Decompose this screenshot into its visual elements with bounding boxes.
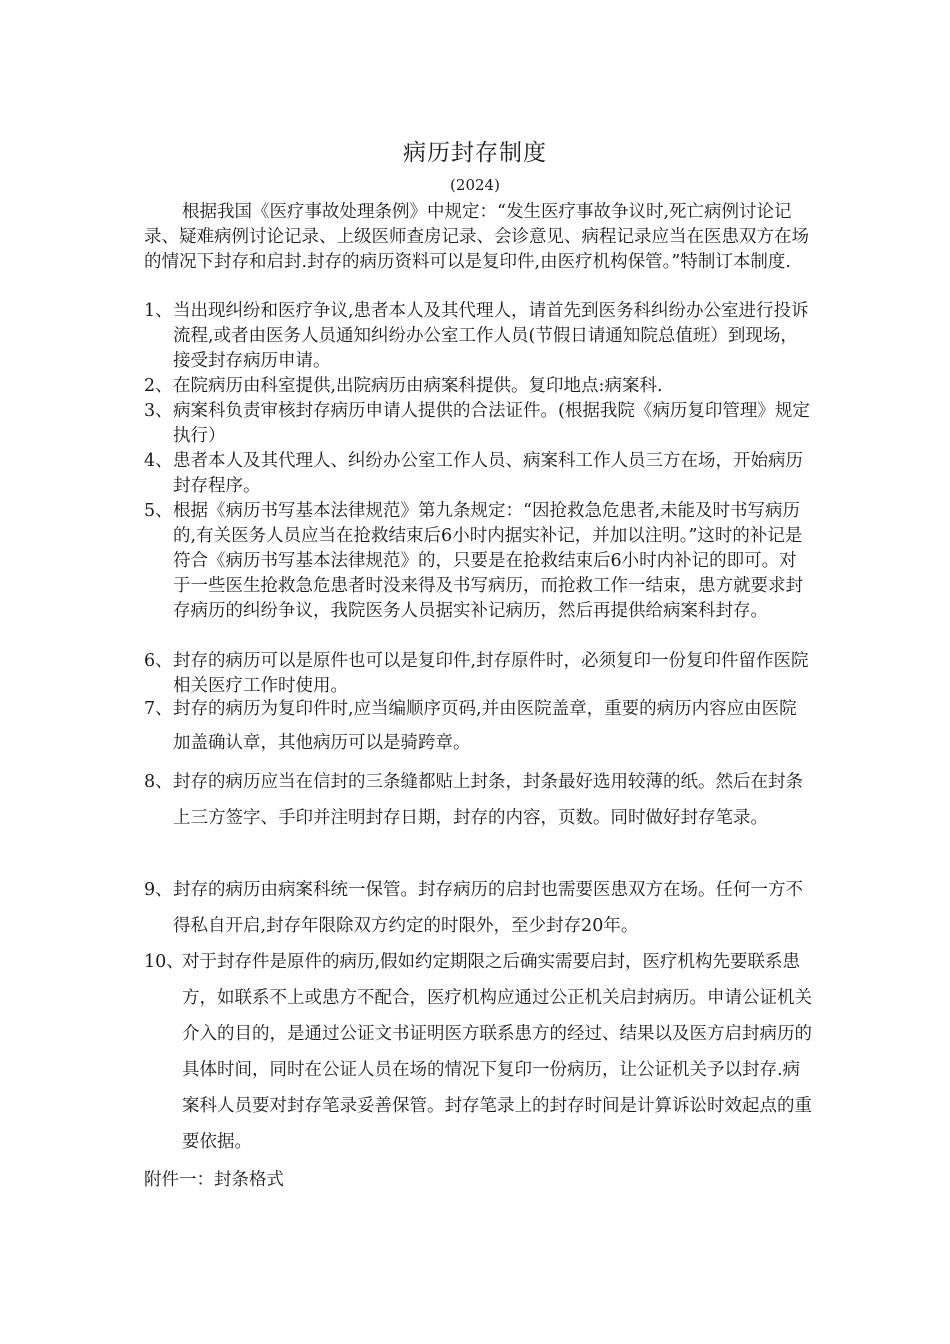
attachment-label: 附件一：封条格式 <box>144 1170 284 1190</box>
list-item-3 <box>144 399 814 449</box>
list-item-number: 7、 <box>144 699 173 719</box>
list-item-number: 3、 <box>144 401 173 421</box>
list-item-text: 封存的病历可以是原件也可以是复印件,封存原件时，必须复印一份复印件留作医院相关医疗工作时使用。 <box>173 651 809 696</box>
list-item-4 <box>144 449 814 499</box>
list-item-9 <box>144 872 814 944</box>
list-item-number: 6、 <box>144 651 173 671</box>
list-item-text: 根据《病历书写基本法律规范》第九条规定：“因抢救急危患者,未能及时书写病历的,有关医务人员应当在抢救结束后6小时内据实补记，并加以注明。”这时的补记是符合《病历书写基本法律规范》的，只要是在抢救结束后6小时内补记的即可。对于一些医生抢救急危患者时没来得及书写病历，而抢救工作一结束，患方就要求封存病历的纠纷争议，我院医务人员据实补记病历，然后再提供给病案科封存。 <box>173 501 803 621</box>
list-item-text: 患者本人及其代理人、纠纷办公室工作人员、病案科工作人员三方在场，开始病历封存程序。 <box>173 451 803 496</box>
list-item-number: 4、 <box>144 451 173 471</box>
list-item-text: 病案科负责审核封存病历申请人提供的合法证件。(根据我院《病历复印管理》规定执行） <box>173 401 810 446</box>
list-item-text: 对于封存件是原件的病历,假如约定期限之后确实需要启封，医疗机构先要联系患方，如联系不上或患方不配合，医疗机构应通过公正机关启封病历。申请公证机关介入的目的，是通过公证文书证明医方联系患方的经过、结果以及医方启封病历的具体时间，同时在公证人员在场的情况下复印一份病历，让公证机关予以封存.病案科人员要对封存笔录妥善保管。封存笔录上的封存时间是计算诉讼时效起点的重要依据。 <box>182 952 812 1152</box>
document-title: 病历封存制度 <box>403 140 547 166</box>
list-item-1 <box>144 299 814 374</box>
list-item-7 <box>144 692 814 760</box>
list-item-5 <box>144 499 814 624</box>
list-item-text: 封存的病历由病案科统一保管。封存病历的启封也需要医患双方在场。任何一方不得私自开启,封存年限除双方约定的时限外，至少封存20年。 <box>173 880 803 936</box>
list-item-number: 9、 <box>144 880 173 900</box>
list-item-text: 当出现纠纷和医疗争议,患者本人及其代理人，请首先到医务科纠纷办公室进行投诉流程,或者由医务人员通知纠纷办公室工作人员(节假日请通知院总值班）到现场，接受封存病历申请。 <box>173 301 809 371</box>
list-item-text: 在院病历由科室提供,出院病历由病案科提供。复印地点:病案科. <box>173 376 663 396</box>
list-item-10 <box>144 944 814 1160</box>
list-item-number: 10、 <box>144 952 184 972</box>
list-item-text: 封存的病历应当在信封的三条缝都贴上封条，封条最好选用较薄的纸。然后在封条上三方签字、手印并注明封存日期，封存的内容，页数。同时做好封存笔录。 <box>173 772 803 828</box>
list-item-number: 1、 <box>144 301 173 321</box>
document-year: (2024) <box>450 176 500 194</box>
list-item-number: 5、 <box>144 501 173 521</box>
list-item-8 <box>144 764 814 836</box>
list-item-number: 8、 <box>144 772 173 792</box>
list-item-text: 封存的病历为复印件时,应当编顺序页码,并由医院盖章，重要的病历内容应由医院加盖确认章，其他病历可以是骑跨章。 <box>173 699 797 753</box>
list-item-number: 2、 <box>144 376 173 396</box>
intro-paragraph: 根据我国《医疗事故处理条例》中规定：“发生医疗事故争议时,死亡病例讨论记录、疑难病例讨论记录、上级医师查房记录、会诊意见、病程记录应当在医患双方在场的情况下封存和启封.封存的病历资料可以是复印件,由医疗机构保管。”特制订本制度. <box>144 202 809 272</box>
list-item-2 <box>144 374 814 399</box>
